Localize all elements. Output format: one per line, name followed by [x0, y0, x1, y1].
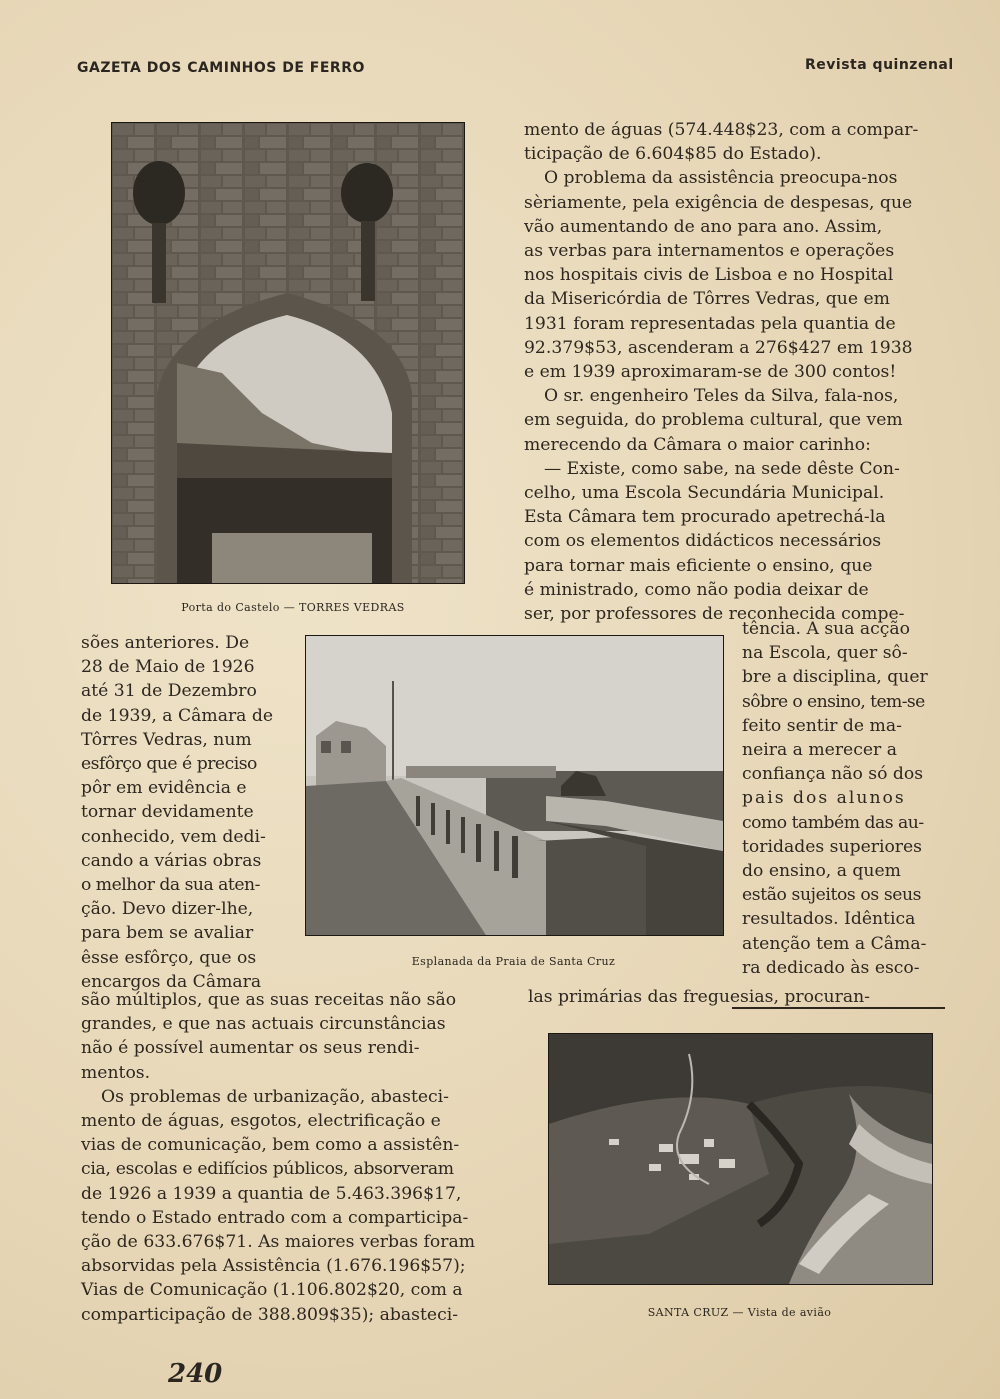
aerial-photo-caption: SANTA CRUZ — Vista de avião: [647, 1306, 832, 1319]
right-last-line: las primárias das freguesias, procuran-: [528, 987, 870, 1007]
text-line: ção. Devo dizer-lhe,: [81, 899, 254, 920]
text-line: O problema da assistência preocupa-nos: [544, 168, 898, 189]
text-line: sèriamente, pela exigência de despesas, que: [524, 192, 913, 213]
text-line: vão aumentando de ano para ano. Assim,: [524, 216, 883, 237]
text-line: mento de águas (574.448$23, com a compar-: [524, 120, 919, 140]
esplanade-photo: [305, 635, 724, 936]
text-line: tência. A sua acção: [742, 619, 911, 639]
text-line: as verbas para internamentos e operações: [524, 241, 895, 262]
text-line: de 1939, a Câmara de: [81, 705, 274, 726]
text-line: o melhor da sua aten-: [81, 875, 260, 896]
text-line: resultados. Idêntica: [742, 909, 916, 930]
text-line: Esta Câmara tem procurado apetrechá-la: [524, 507, 886, 528]
text-line: absorvidas pela Assistência (1.676.196$57);: [81, 1256, 466, 1277]
text-line: 28 de Maio de 1926: [81, 657, 255, 678]
text-line: pôr em evidência e: [81, 778, 247, 799]
text-line: encargos da Câmara: [81, 971, 262, 992]
text-line: ção de 633.676$71. As maiores verbas foram: [81, 1232, 475, 1253]
text-line: e em 1939 aproximaram-se de 300 contos!: [524, 362, 897, 383]
text-line: é ministrado, como não podia deixar de: [524, 579, 869, 600]
text-line: até 31 de Dezembro: [81, 681, 257, 702]
castle-gate-photo: [111, 122, 465, 584]
text-line: nos hospitais civis de Lisboa e no Hospital: [524, 265, 894, 286]
castle-photo-caption: Porta do Castelo — TORRES VEDRAS: [181, 601, 405, 614]
text-line: como também das au-: [742, 812, 924, 833]
text-line: na Escola, quer sô-: [742, 643, 908, 664]
esplanade-image: [306, 636, 723, 935]
text-line: 1931 foram representadas pela quantia de: [524, 313, 896, 334]
text-line: do ensino, a quem: [742, 861, 901, 882]
right-narrow-text: [742, 617, 945, 980]
text-line: 92.379$53, ascenderam a 276$427 em 1938: [524, 337, 913, 358]
text-line: para bem se avaliar: [81, 923, 254, 944]
text-line: feito sentir de ma-: [742, 715, 902, 736]
left-narrow-text: [81, 631, 284, 994]
text-line: confiança não só dos: [742, 764, 924, 785]
text-line: da Misericórdia de Tôrres Vedras, que em: [524, 289, 890, 310]
page-number: 240: [168, 1359, 223, 1389]
text-line: são múltiplos, que as suas receitas não são: [81, 990, 457, 1010]
text-line: ser, por professores de reconhecida compe-: [524, 604, 905, 625]
aerial-view-image: [549, 1034, 932, 1284]
text-line: conhecido, vem dedi-: [81, 826, 266, 847]
castle-gate-image: [112, 123, 464, 583]
text-line: comparticipação de 388.809$35); abasteci-: [81, 1304, 459, 1325]
aerial-view-photo: [548, 1033, 933, 1285]
text-line: para tornar mais eficiente o ensino, que: [524, 555, 873, 576]
text-line: neira a merecer a: [742, 740, 897, 761]
text-line: sôbre o ensino, tem-se: [742, 691, 925, 712]
right-column-text: [524, 118, 945, 626]
text-line: ticipação de 6.604$85 do Estado).: [524, 144, 822, 165]
text-line: ra dedicado às esco-: [742, 957, 920, 978]
left-wide-text: [81, 988, 501, 1327]
text-line: êsse esfôrço, que os: [81, 947, 257, 968]
text-line: cando a várias obras: [81, 850, 262, 871]
text-line: Vias de Comunicação (1.106.802$20, com a: [81, 1280, 463, 1301]
text-line: mentos.: [81, 1062, 151, 1083]
text-line: O sr. engenheiro Teles da Silva, fala-nos,: [544, 386, 899, 407]
text-line: celho, uma Escola Secundária Municipal.: [524, 483, 885, 504]
text-line: Tôrres Vedras, num: [81, 729, 252, 750]
text-line: tendo o Estado entrado com a comparticipa-: [81, 1207, 469, 1228]
text-line: mento de águas, esgotos, electrificação e: [81, 1111, 441, 1132]
text-line: Os problemas de urbanização, abasteci-: [101, 1086, 449, 1107]
text-line: pais dos alunos: [742, 788, 906, 809]
text-line: estão sujeitos os seus: [742, 885, 922, 906]
text-line: com os elementos didácticos necessários: [524, 531, 882, 552]
text-line: grandes, e que nas actuais circunstâncias: [81, 1014, 446, 1035]
magazine-title: GAZETA DOS CAMINHOS DE FERRO: [77, 60, 365, 76]
text-line: bre a disciplina, quer: [742, 667, 928, 688]
text-line: — Existe, como sabe, na sede dêste Con-: [544, 458, 900, 479]
magazine-subtitle: Revista quinzenal: [805, 57, 954, 73]
text-line: de 1926 a 1939 a quantia de 5.463.396$17,: [81, 1183, 462, 1204]
text-line: merecendo da Câmara o maior carinho:: [524, 434, 871, 455]
text-line: cia, escolas e edifícios públicos, absorveram: [81, 1159, 454, 1180]
text-line: atenção tem a Câma-: [742, 933, 927, 954]
text-line: em seguida, do problema cultural, que vem: [524, 410, 903, 431]
text-line: vias de comunicação, bem como a assistên-: [81, 1135, 460, 1156]
last-line-underline: [732, 1007, 945, 1009]
text-line: esfôrço que é preciso: [81, 754, 257, 775]
text-line: não é possível aumentar os seus rendi-: [81, 1038, 420, 1059]
text-line: sões anteriores. De: [81, 633, 250, 653]
text-line: tornar devidamente: [81, 802, 254, 823]
text-line: toridades superiores: [742, 836, 923, 857]
esplanade-photo-caption: Esplanada da Praia de Santa Cruz: [411, 955, 616, 968]
